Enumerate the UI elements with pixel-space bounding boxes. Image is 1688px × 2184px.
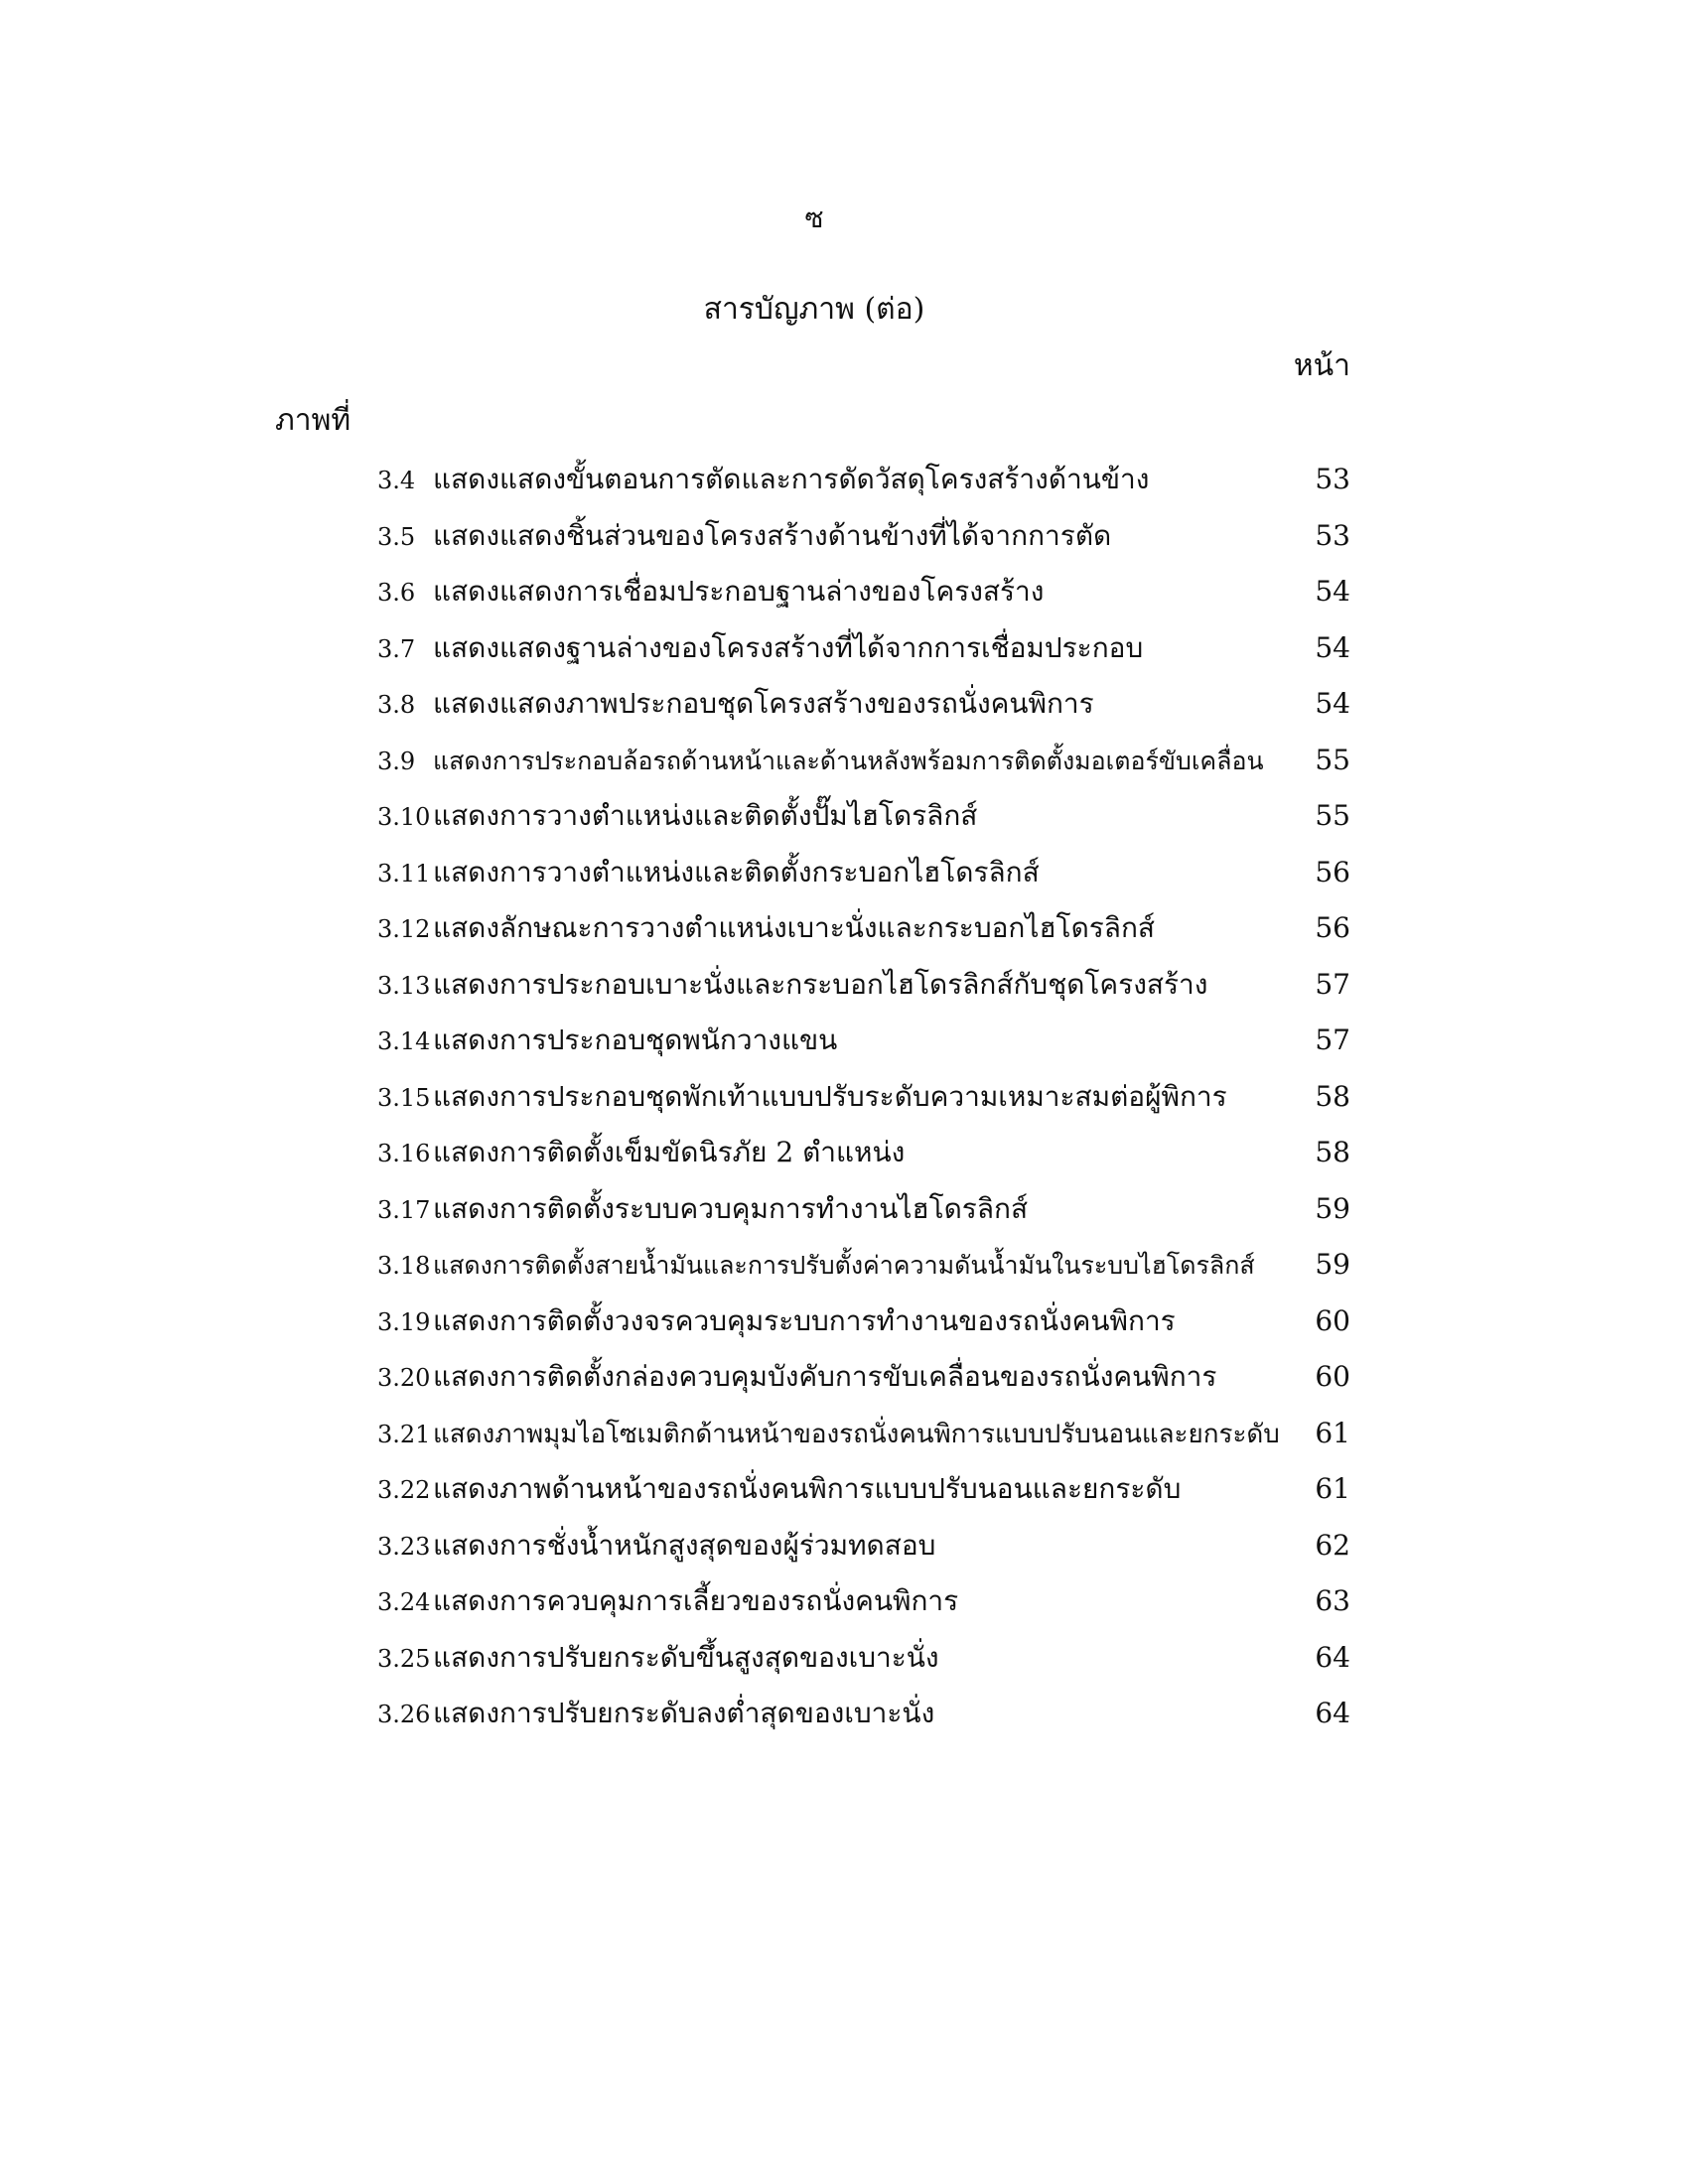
figure-caption: แสดงการติดตั้งระบบควบคุมการทำงานไฮโดรลิกส์	[433, 1191, 1029, 1225]
list-item	[377, 1237, 1350, 1294]
figure-page: 54	[1315, 687, 1350, 720]
figure-page: 62	[1315, 1528, 1350, 1562]
figure-caption: แสดงการควบคุมการเลี้ยวของรถนั่งคนพิการ	[433, 1584, 959, 1617]
list-item	[377, 1181, 1350, 1238]
list-item	[377, 452, 1350, 508]
figure-page: 57	[1315, 1024, 1350, 1056]
figure-page: 55	[1315, 743, 1350, 776]
list-item	[377, 676, 1350, 733]
page-number: ซ	[804, 202, 824, 234]
list-item	[377, 1294, 1350, 1350]
figure-number: 3.15	[377, 1083, 431, 1112]
figure-number: 3.16	[377, 1140, 431, 1167]
figure-page: 54	[1315, 575, 1350, 608]
figure-number: 3.21	[377, 1420, 431, 1448]
figure-number: 3.18	[377, 1252, 431, 1280]
figure-caption: แสดงการปรับยกระดับขึ้นสูงสุดของเบาะนั่ง	[433, 1640, 939, 1674]
figure-number: 3.17	[377, 1195, 431, 1224]
figure-caption: แสดงการประกอบชุดพักเท้าแบบปรับระดับความเหมาะสมต่อผู้พิการ	[433, 1079, 1227, 1113]
figure-page: 56	[1315, 855, 1350, 888]
figure-page: 59	[1315, 1248, 1350, 1281]
figure-caption: แสดงภาพด้านหน้าของรถนั่งคนพิการแบบปรับนอนและยกระดับ	[433, 1472, 1182, 1505]
figure-page: 55	[1315, 799, 1350, 832]
figure-number: 3.8	[377, 691, 416, 719]
list-item	[377, 1630, 1350, 1687]
figure-caption: แสดงการติดตั้งเข็มขัดนิรภัย 2 ตำแหน่ง	[433, 1136, 906, 1168]
figure-number: 3.19	[377, 1307, 431, 1336]
list-item	[377, 620, 1350, 677]
figure-page: 63	[1315, 1584, 1350, 1617]
figure-caption: แสดงการประกอบชุดพนักวางแขน	[433, 1024, 838, 1056]
list-item	[377, 957, 1350, 1014]
figure-number: 3.12	[377, 915, 431, 943]
figure-number: 3.10	[377, 803, 431, 831]
figure-caption: แสดงการวางตำแหน่งและติดตั้งปั๊มไฮโดรลิกส์	[433, 799, 978, 832]
figure-caption: แสดงการปรับยกระดับลงต่ำสุดของเบาะนั่ง	[433, 1697, 935, 1729]
figure-page: 54	[1315, 630, 1350, 664]
list-item	[377, 1069, 1350, 1126]
list-item	[377, 1573, 1350, 1630]
list-item	[377, 1125, 1350, 1181]
figure-list	[377, 452, 1350, 1742]
figure-number: 3.13	[377, 971, 431, 1000]
figure-caption: แสดงลักษณะการวางตำแหน่งเบาะนั่งและกระบอกไฮโดรลิกส์	[433, 911, 1156, 944]
figure-page: 61	[1315, 1472, 1350, 1505]
figure-number: 3.5	[377, 522, 416, 551]
figure-number: 3.14	[377, 1027, 431, 1055]
figure-caption: แสดงการติดตั้งสายน้ำมันและการปรับตั้งค่าความดันน้ำมันในระบบไฮโดรลิกส์	[433, 1251, 1255, 1280]
figure-page: 59	[1315, 1191, 1350, 1225]
figure-caption: แสดงแสดงฐานล่างของโครงสร้างที่ได้จากการเชื่อมประกอบ	[433, 630, 1144, 664]
figure-column-label: ภาพที่	[275, 403, 352, 438]
figure-number: 3.26	[377, 1701, 431, 1728]
figure-page: 64	[1315, 1697, 1350, 1729]
list-item	[377, 733, 1350, 789]
figure-caption: แสดงภาพมุมไอโซเมติกด้านหน้าของรถนั่งคนพิการแบบปรับนอนและยกระดับ	[433, 1419, 1280, 1449]
figure-number: 3.7	[377, 634, 416, 663]
figure-page: 58	[1315, 1079, 1350, 1113]
list-item	[377, 1518, 1350, 1574]
figure-caption: แสดงการประกอบเบาะนั่งและกระบอกไฮโดรลิกส์กับชุดโครงสร้าง	[433, 967, 1208, 1001]
figure-caption: แสดงการชั่งน้ำหนักสูงสุดของผู้ร่วมทดสอบ	[433, 1528, 936, 1562]
figure-number: 3.6	[377, 579, 416, 607]
page-title: สารบัญภาพ (ต่อ)	[703, 292, 925, 327]
figure-caption: แสดงการติดตั้งวงจรควบคุมระบบการทำงานของรถนั่งคนพิการ	[433, 1303, 1176, 1337]
figure-caption: แสดงการวางตำแหน่งและติดตั้งกระบอกไฮโดรลิกส์	[433, 855, 1040, 888]
figure-page: 53	[1315, 518, 1350, 552]
figure-page: 64	[1315, 1640, 1350, 1674]
figure-page: 58	[1315, 1136, 1350, 1168]
list-item	[377, 508, 1350, 565]
figure-page: 60	[1315, 1360, 1350, 1393]
list-item	[377, 788, 1350, 845]
figure-page: 56	[1315, 911, 1350, 944]
figure-number: 3.24	[377, 1588, 431, 1616]
list-item	[377, 900, 1350, 957]
list-item	[377, 1686, 1350, 1742]
figure-number: 3.9	[377, 747, 416, 775]
figure-page: 53	[1315, 463, 1350, 495]
list-item	[377, 564, 1350, 620]
list-item	[377, 1013, 1350, 1069]
figure-caption: แสดงแสดงขั้นตอนการตัดและการดัดวัสดุโครงสร้างด้านข้าง	[433, 463, 1150, 495]
list-item	[377, 1406, 1350, 1462]
figure-page: 57	[1315, 967, 1350, 1001]
figure-caption: แสดงการติดตั้งกล่องควบคุมบังคับการขับเคลื่อนของรถนั่งคนพิการ	[433, 1360, 1217, 1393]
figure-caption: แสดงแสดงการเชื่อมประกอบฐานล่างของโครงสร้าง	[433, 575, 1045, 608]
figure-number: 3.25	[377, 1644, 431, 1673]
figure-number: 3.20	[377, 1364, 431, 1392]
list-item	[377, 1349, 1350, 1406]
figure-number: 3.11	[377, 859, 431, 887]
figure-number: 3.23	[377, 1532, 431, 1561]
figure-caption: แสดงแสดงภาพประกอบชุดโครงสร้างของรถนั่งคนพิการ	[433, 687, 1094, 720]
figure-number: 3.4	[377, 467, 416, 494]
figure-number: 3.22	[377, 1476, 431, 1504]
figure-page: 60	[1315, 1303, 1350, 1337]
figure-caption: แสดงแสดงชิ้นส่วนของโครงสร้างด้านข้างที่ได้จากการตัด	[433, 518, 1112, 552]
list-item	[377, 845, 1350, 901]
figure-caption: แสดงการประกอบล้อรถด้านหน้าและด้านหลังพร้อมการติดตั้งมอเตอร์ขับเคลื่อน	[433, 746, 1264, 775]
page-column-label: หน้า	[1293, 348, 1350, 383]
figure-page: 61	[1315, 1416, 1350, 1449]
list-item	[377, 1461, 1350, 1518]
